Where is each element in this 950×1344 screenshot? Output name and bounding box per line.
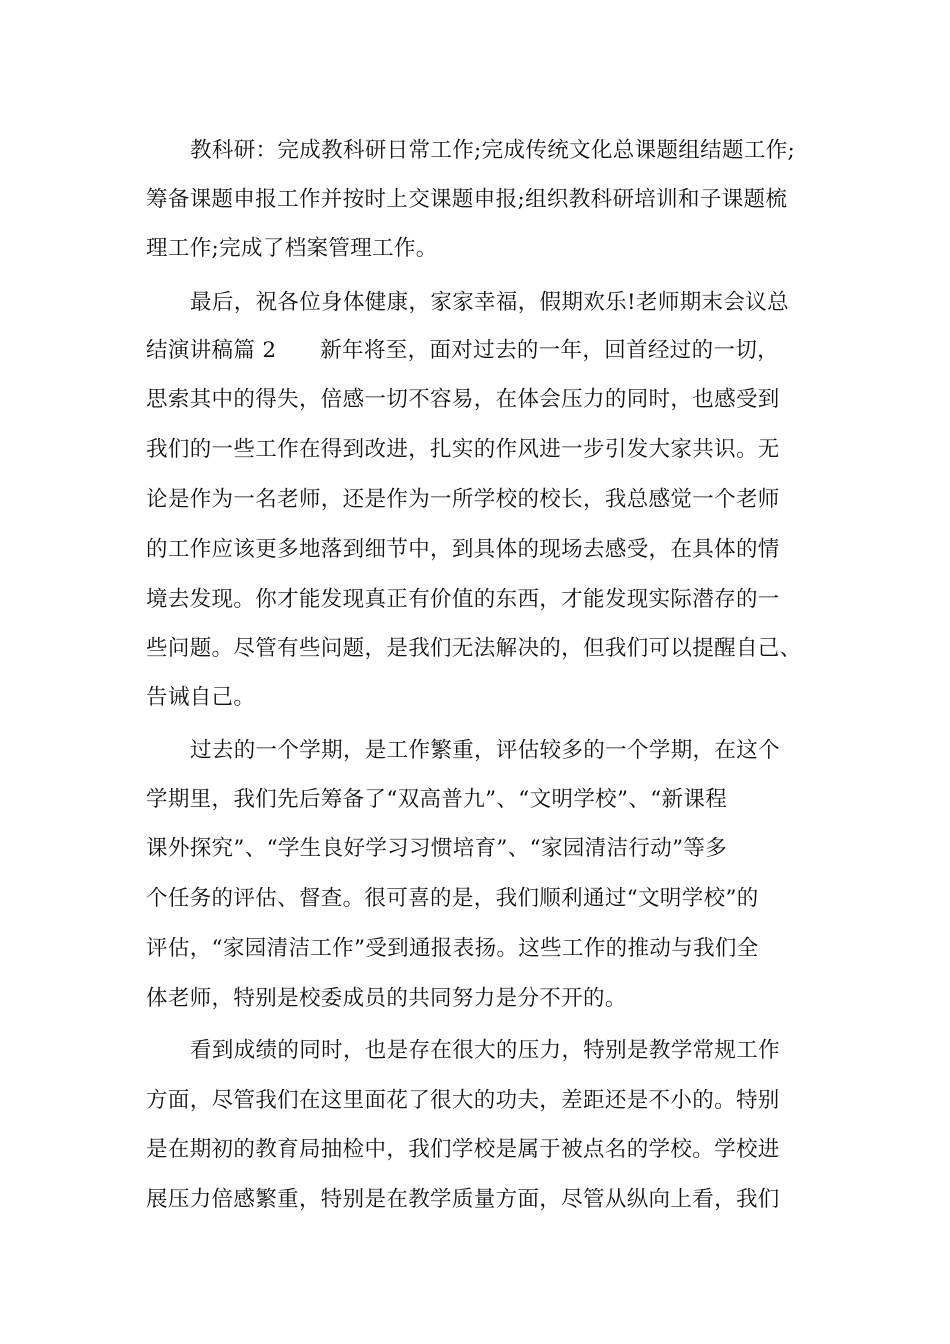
text-line: 告诫自己。 [146, 685, 256, 710]
text-line: 评估，“家园清洁工作”受到通报表扬。这些工作的推动与我们全 [146, 936, 759, 961]
text-line: 的工作应该更多地落到细节中，到具体的现场去感受，在具体的情 [146, 537, 780, 562]
text-line: 是在期初的教育局抽检中，我们学校是属于被点名的学校。学校进 [146, 1137, 780, 1162]
text-line: 论是作为一名老师，还是作为一所学校的校长，我总感觉一个老师 [146, 487, 780, 512]
text-line: 结演讲稿篇 2 新年将至，面对过去的一年，回首经过的一切， [146, 338, 780, 363]
text-line: 教科研：完成教科研日常工作;完成传统文化总课题组结题工作; [190, 138, 796, 163]
text-line: 我们的一些工作在得到改进，扎实的作风进一步引发大家共识。无 [146, 437, 780, 462]
text-line: 方面，尽管我们在这里面花了很大的功夫，差距还是不小的。特别 [146, 1088, 780, 1113]
text-line: 最后，祝各位身体健康，家家幸福，假期欢乐!老师期末会议总 [190, 290, 789, 315]
text-line: 思索其中的得失，倍感一切不容易，在体会压力的同时，也感受到 [146, 387, 780, 412]
text-line: 展压力倍感繁重，特别是在教学质量方面，尽管从纵向上看，我们 [146, 1187, 780, 1212]
text-line: 理工作;完成了档案管理工作。 [146, 236, 438, 261]
text-line: 境去发现。你才能发现真正有价值的东西，才能发现实际潜存的一 [146, 587, 780, 612]
text-line: 学期里，我们先后筹备了“双高普九”、“文明学校”、“新课程 [146, 787, 728, 812]
text-line: 个任务的评估、督查。很可喜的是，我们顺利通过“文明学校”的 [146, 886, 759, 911]
text-line: 课外探究”、“学生良好学习习惯培育”、“家园清洁行动”等多 [146, 836, 728, 861]
text-line: 过去的一个学期，是工作繁重，评估较多的一个学期，在这个 [190, 738, 780, 763]
text-line: 些问题。尽管有些问题，是我们无法解决的，但我们可以提醒自己、 [146, 636, 802, 661]
text-line: 体老师，特别是校委成员的共同努力是分不开的。 [146, 986, 627, 1011]
text-line: 看到成绩的同时，也是存在很大的压力，特别是教学常规工作 [190, 1038, 780, 1063]
text-line: 筹备课题申报工作并按时上交课题申报;组织教科研培训和子课题梳 [146, 187, 788, 212]
